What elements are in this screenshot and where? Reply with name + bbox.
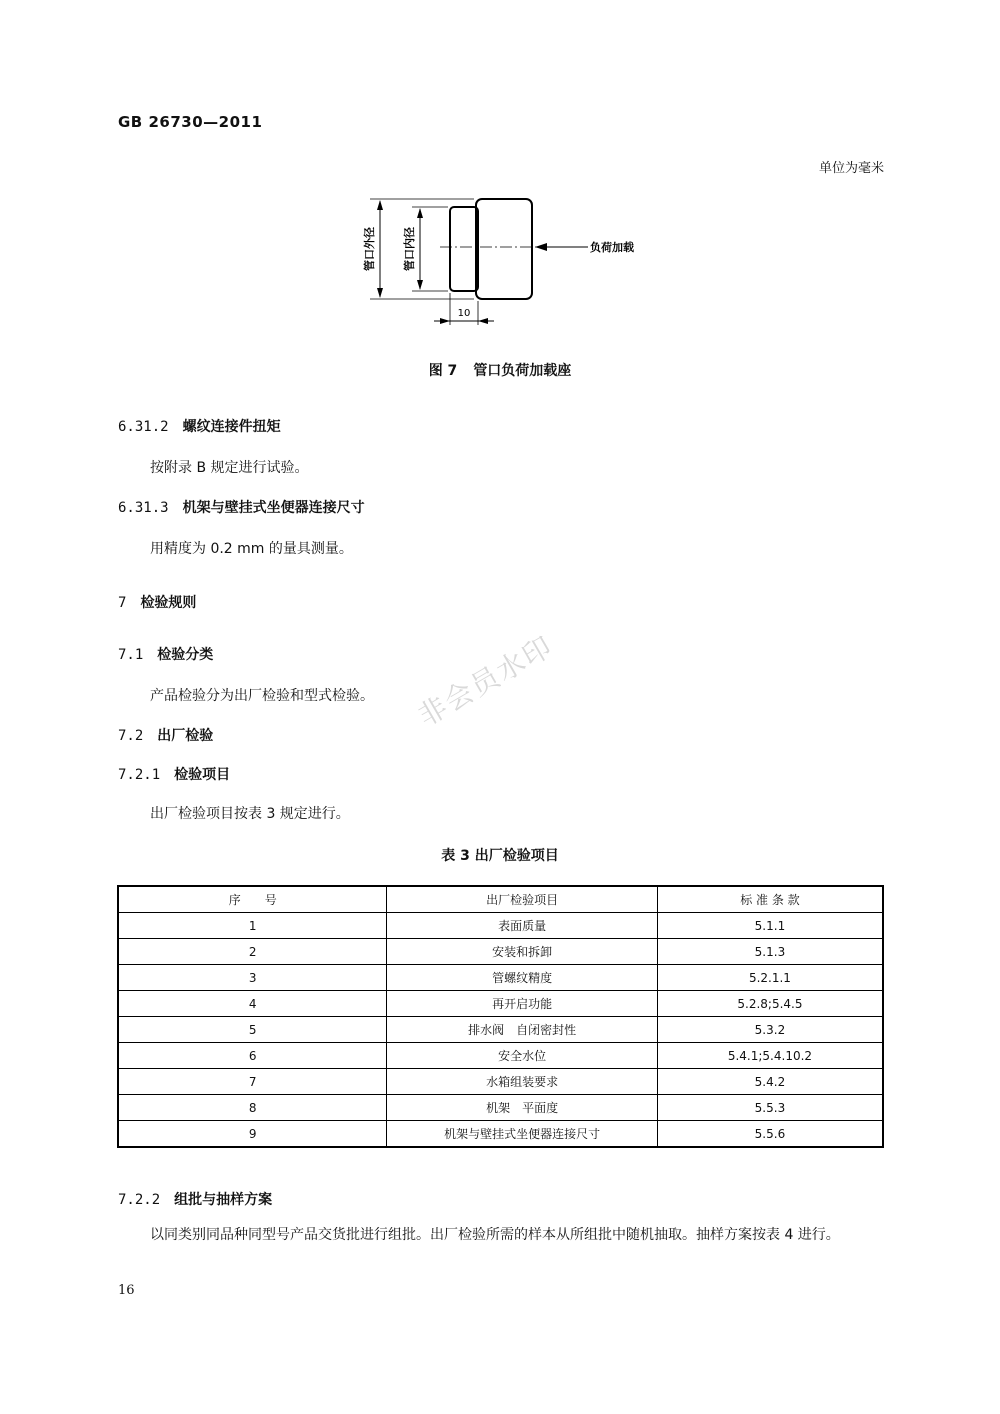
column-header-clause: 标 准 条 款: [657, 886, 883, 913]
cell-item: 安装和拆卸: [387, 939, 657, 965]
watermark: 非会员水印: [412, 629, 559, 733]
cell-number: 1: [118, 913, 387, 939]
table-row: [118, 1043, 883, 1069]
figure-7-number: 图 7: [428, 363, 458, 379]
section-heading: [118, 416, 281, 436]
cell-clause: 5.4.1;5.4.10.2: [657, 1043, 883, 1069]
table-3-caption: 表 3 出厂检验项目: [441, 848, 559, 864]
cell-clause: 5.2.1.1: [657, 965, 883, 991]
section-title: 出厂检验: [157, 728, 214, 744]
section-number: 6.31.3: [118, 500, 169, 516]
cell-number: 4: [118, 991, 387, 1017]
cell-clause: 5.4.2: [657, 1069, 883, 1095]
section-number: 7.2.2: [118, 1192, 161, 1208]
paragraph: 按附录 B 规定进行试验。: [150, 460, 309, 476]
cell-number: 3: [118, 965, 387, 991]
outer-dim-arrow-top: [377, 200, 383, 210]
inner-dim-arrow-top: [417, 208, 423, 218]
paragraph: 出厂检验项目按表 3 规定进行。: [150, 806, 350, 822]
figure-7-drawing: [340, 185, 660, 335]
table-row: [118, 939, 883, 965]
dim10-arrow-right: [478, 318, 488, 324]
cell-clause: 5.1.1: [657, 913, 883, 939]
section-number: 7.2: [118, 728, 144, 744]
seat-inner-lip: [450, 207, 478, 291]
cell-item: 表面质量: [387, 913, 657, 939]
section-title: 机架与壁挂式坐便器连接尺寸: [182, 500, 365, 516]
section-title: 检验分类: [157, 647, 214, 663]
section-title: 检验项目: [174, 767, 231, 783]
section-title: 螺纹连接件扭矩: [182, 419, 281, 435]
cell-item: 管螺纹精度: [387, 965, 657, 991]
cell-number: 5: [118, 1017, 387, 1043]
section-number: 7: [118, 595, 127, 611]
table-row: [118, 965, 883, 991]
unit-note: 单位为毫米: [818, 161, 884, 176]
table-row: [118, 991, 883, 1017]
cell-item: 水箱组装要求: [387, 1069, 657, 1095]
seat-outer-body: [476, 199, 532, 299]
dim10-arrow-left: [440, 318, 450, 324]
page-number: 16: [118, 1283, 135, 1298]
section-number: 7.2.1: [118, 767, 161, 783]
cell-number: 9: [118, 1121, 387, 1148]
section-heading: [118, 764, 230, 784]
section-number: 6.31.2: [118, 419, 169, 435]
cell-clause: 5.2.8;5.4.5: [657, 991, 883, 1017]
paragraph: 以同类别同品种同型号产品交货批进行组批。出厂检验所需的样本从所组批中随机抽取。抽样方案按表 4 进行。: [150, 1227, 840, 1243]
table-header-row: [118, 886, 883, 913]
standard-code: GB 26730—2011: [118, 113, 263, 131]
figure-7-caption: [0, 360, 1000, 380]
table-row: [118, 913, 883, 939]
section-heading: [118, 1189, 272, 1209]
outer-diameter-label: 管口外径: [363, 227, 376, 271]
paragraph: 用精度为 0.2 mm 的量具测量。: [150, 541, 353, 557]
load-label: 负荷加载: [590, 241, 634, 254]
cell-clause: 5.1.3: [657, 939, 883, 965]
section-number: 7.1: [118, 647, 144, 663]
table-row: [118, 1121, 883, 1148]
figure-7-title: 管口负荷加载座: [473, 363, 572, 379]
column-header-item: 出厂检验项目: [387, 886, 657, 913]
section-title: 组批与抽样方案: [174, 1192, 273, 1208]
cell-item: 安全水位: [387, 1043, 657, 1069]
cell-number: 8: [118, 1095, 387, 1121]
cell-clause: 5.5.3: [657, 1095, 883, 1121]
table-3: [117, 885, 884, 1148]
inner-diameter-label: 管口内径: [403, 227, 416, 271]
outer-dim-arrow-bottom: [377, 288, 383, 298]
inner-dim-arrow-bottom: [417, 280, 423, 290]
cell-number: 2: [118, 939, 387, 965]
cell-item: 机架与壁挂式坐便器连接尺寸: [387, 1121, 657, 1148]
load-arrow-head: [535, 243, 547, 251]
cell-item: 机架 平面度: [387, 1095, 657, 1121]
dimension-10-label: 10: [457, 308, 471, 319]
section-heading: [118, 725, 213, 745]
table-row: [118, 1069, 883, 1095]
cell-item: 排水阀 自闭密封性: [387, 1017, 657, 1043]
section-heading: [118, 592, 196, 612]
section-title: 检验规则: [140, 595, 197, 611]
cell-clause: 5.5.6: [657, 1121, 883, 1148]
cell-clause: 5.3.2: [657, 1017, 883, 1043]
cell-number: 6: [118, 1043, 387, 1069]
table-row: [118, 1017, 883, 1043]
cell-number: 7: [118, 1069, 387, 1095]
paragraph: 产品检验分为出厂检验和型式检验。: [150, 688, 374, 704]
section-heading: [118, 644, 213, 664]
table-row: [118, 1095, 883, 1121]
column-header-number: 序 号: [118, 886, 387, 913]
cell-item: 再开启功能: [387, 991, 657, 1017]
section-heading: [118, 497, 365, 517]
